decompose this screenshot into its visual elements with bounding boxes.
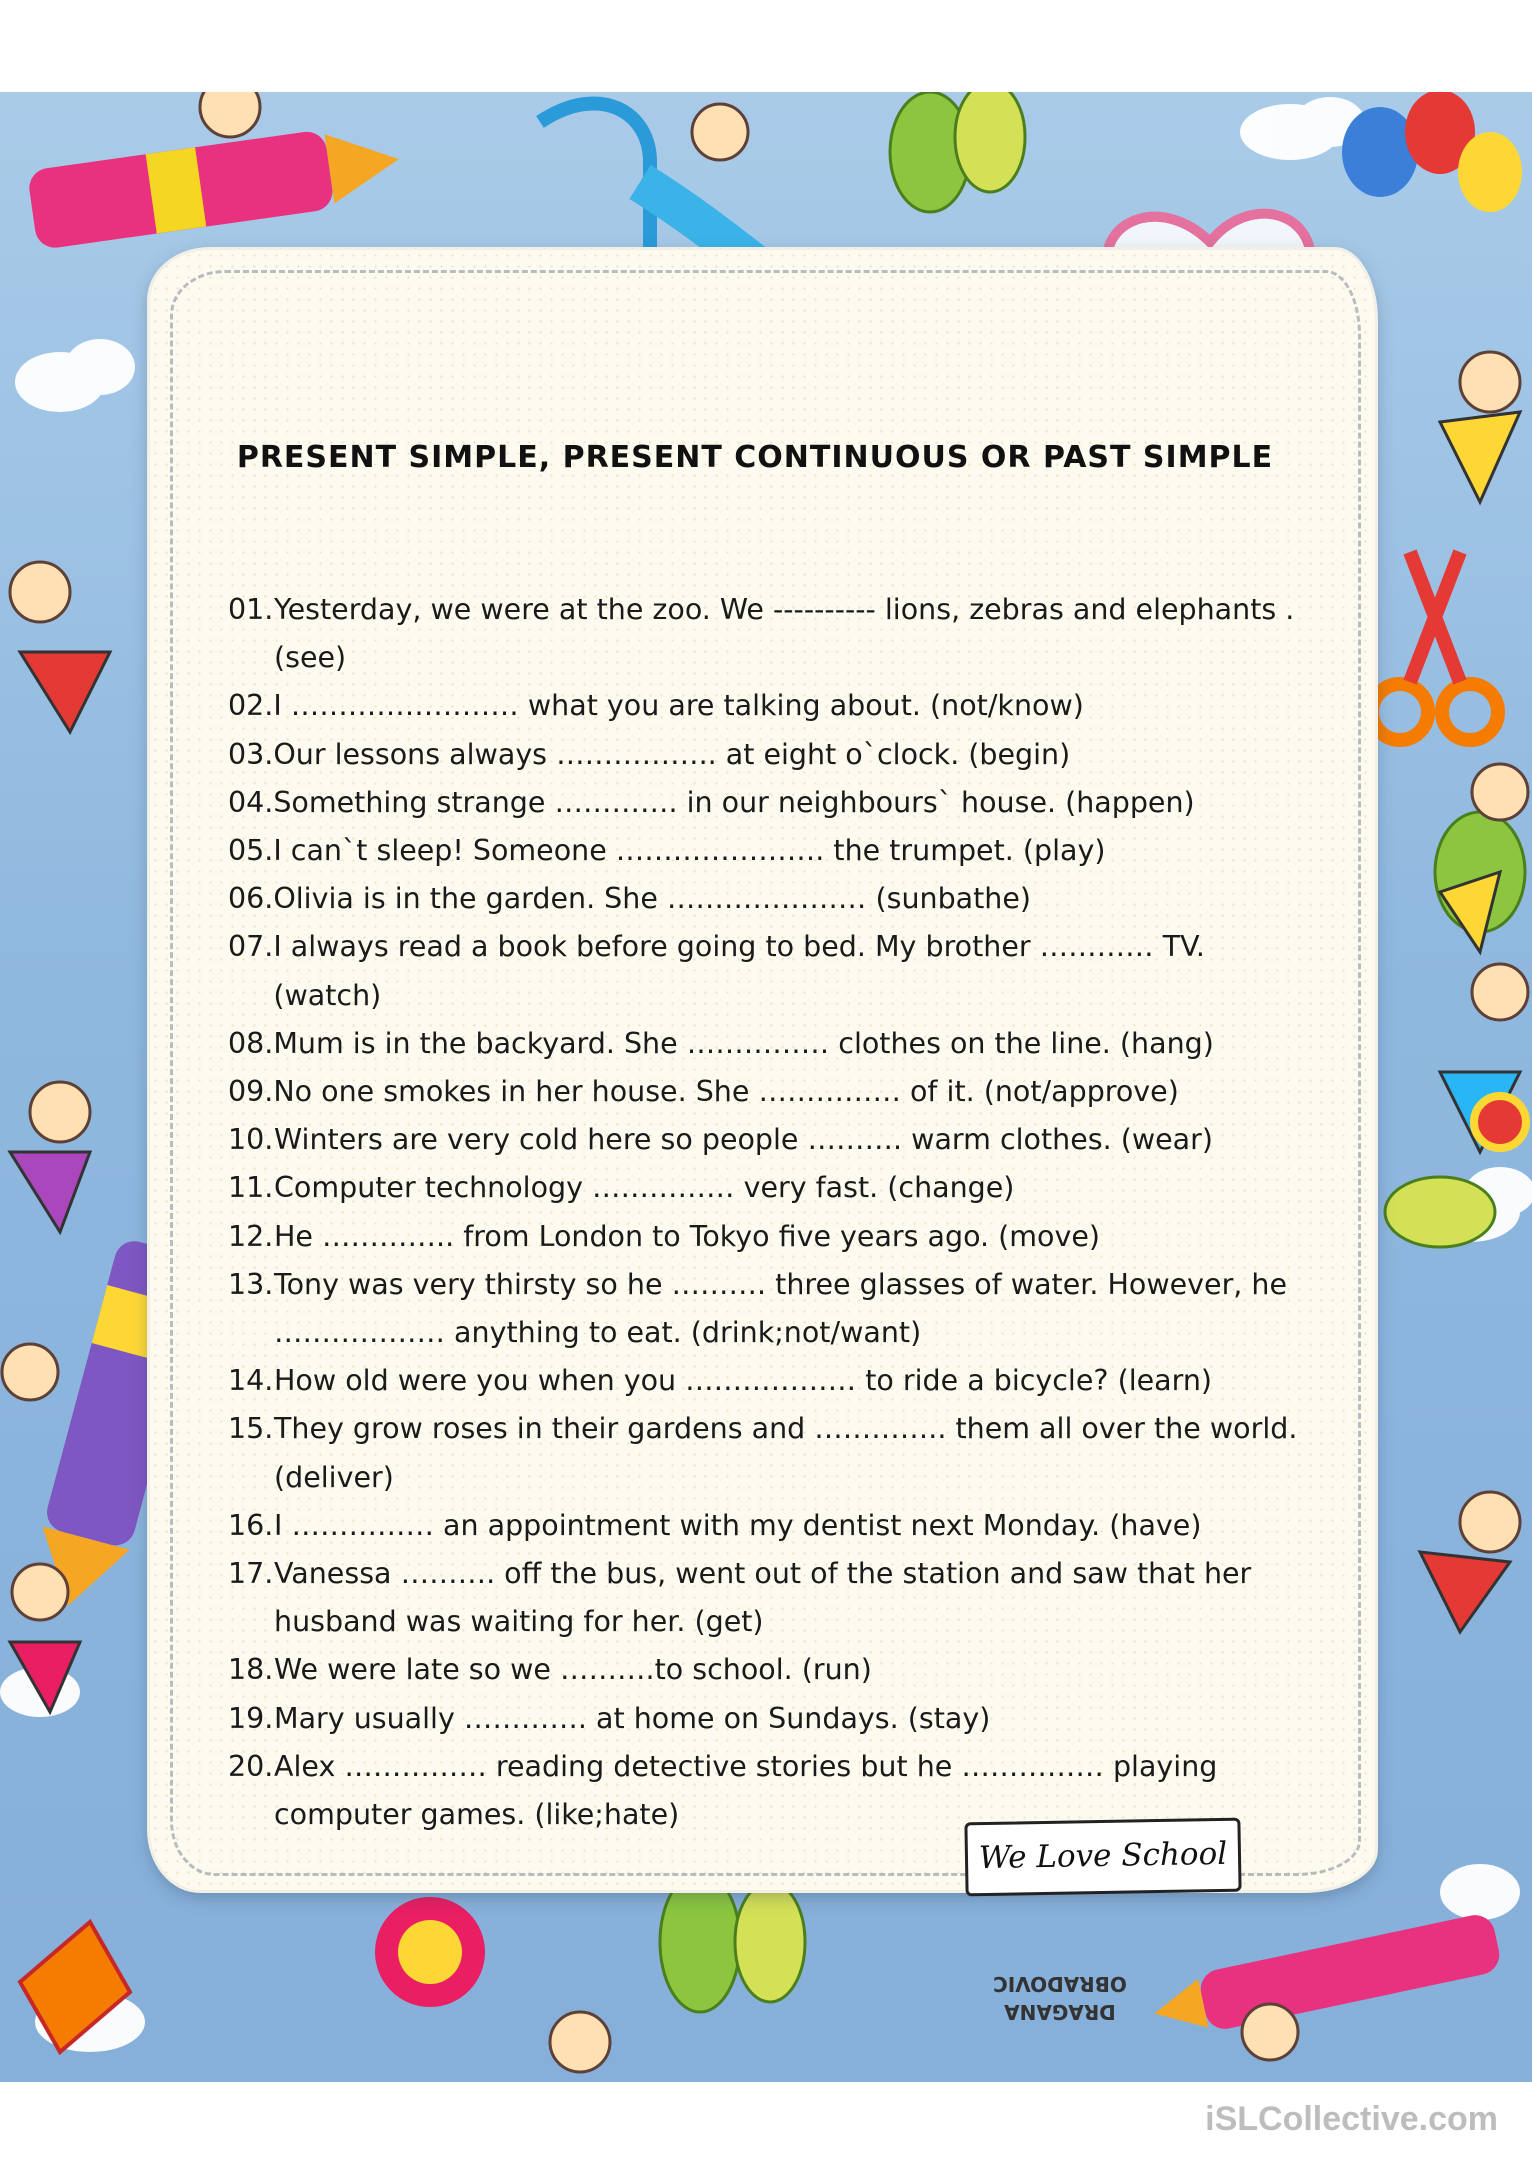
worksheet-title: PRESENT SIMPLE, PRESENT CONTINUOUS OR PAST SIMPLE xyxy=(236,440,1274,475)
item-number: 12. xyxy=(228,1219,274,1253)
item-number: 17. xyxy=(228,1557,274,1591)
item-number: 08. xyxy=(228,1026,274,1060)
crayon-icon xyxy=(1148,1911,1503,2042)
balloon-icon xyxy=(1342,92,1522,212)
item-text: Mum is in the backyard. She …………… clothes on the line. (hang) xyxy=(273,1026,1214,1060)
item-text: We were late so we ……….to school. (run) xyxy=(274,1653,872,1687)
exercise-list xyxy=(228,586,1318,1839)
item-text: He ………….. from London to Tokyo five years ago. (move) xyxy=(274,1219,1100,1253)
item-number: 03. xyxy=(228,737,274,771)
we-love-school-sign: We Love School xyxy=(964,1818,1241,1897)
item-number: 13. xyxy=(228,1267,274,1301)
sun-icon xyxy=(375,1897,485,2007)
svg-text:DRAGANA: DRAGANA xyxy=(1004,2000,1116,2024)
item-text: I …………… an appointment with my dentist next Monday. (have) xyxy=(274,1508,1202,1542)
exercise-item xyxy=(228,1502,1318,1550)
exercise-item xyxy=(228,1357,1318,1405)
exercise-item xyxy=(228,1116,1318,1164)
item-number: 18. xyxy=(228,1653,274,1687)
exercise-item xyxy=(228,1695,1318,1743)
item-number: 01. xyxy=(228,593,274,626)
exercise-item xyxy=(228,923,1318,1019)
item-text: Computer technology …………… very fast. (change) xyxy=(274,1171,1015,1205)
exercise-item xyxy=(228,1261,1318,1357)
exercise-item xyxy=(228,1213,1318,1261)
item-number: 06. xyxy=(228,882,274,916)
item-text: Olivia is in the garden. She ………………… (sunbathe) xyxy=(273,882,1032,916)
exercise-item xyxy=(228,1068,1318,1116)
item-text: I always read a book before going to bed. My brother ………… TV. (watch) xyxy=(273,930,1205,1012)
item-number: 11. xyxy=(228,1171,274,1205)
item-text: Our lessons always …………….. at eight o`clock. (begin) xyxy=(273,737,1071,771)
item-number: 07. xyxy=(228,930,274,964)
item-text: No one smokes in her house. She …………… of it. (not/approve) xyxy=(273,1075,1179,1109)
item-number: 19. xyxy=(228,1701,274,1735)
item-text: I …………………… what you are talking about. (not/know) xyxy=(273,689,1084,723)
item-text: Yesterday, we were at the zoo. We ---------- lions, zebras and elephants . (see) xyxy=(274,593,1295,675)
exercise-item xyxy=(228,1405,1318,1501)
item-number: 10. xyxy=(228,1123,274,1157)
item-text: Mary usually …………. at home on Sundays. (stay) xyxy=(274,1701,991,1735)
scissors-icon xyxy=(1372,552,1498,740)
item-text: How old were you when you ……………… to ride a bicycle? (learn) xyxy=(274,1364,1213,1398)
exercise-item xyxy=(228,586,1318,682)
item-text: They grow roses in their gardens and ………….. them all over the world. (deliver) xyxy=(274,1412,1298,1494)
exercise-item xyxy=(228,682,1318,730)
exercise-item xyxy=(228,1550,1318,1646)
item-number: 15. xyxy=(228,1412,274,1446)
item-number: 04. xyxy=(228,785,274,819)
ball-icon xyxy=(1474,1096,1526,1148)
exercise-item xyxy=(228,1020,1318,1068)
item-number: 09. xyxy=(228,1075,274,1109)
item-number: 14. xyxy=(228,1364,274,1398)
item-text: Something strange …………. in our neighbours` house. (happen) xyxy=(273,785,1195,819)
site-watermark: iSLCollective.com xyxy=(1205,2100,1498,2138)
exercise-item xyxy=(228,779,1318,827)
exercise-item xyxy=(228,875,1318,923)
svg-text:OBRADOVIC: OBRADOVIC xyxy=(993,1972,1127,1996)
item-text: Vanessa ………. off the bus, went out of the station and saw that her husband was waiting for her. (get) xyxy=(274,1557,1252,1639)
item-text: Tony was very thirsty so he ………. three glasses of water. However, he ……………… anything to eat. (drink;not/want) xyxy=(274,1267,1288,1350)
item-number: 20. xyxy=(228,1749,274,1783)
exercise-item xyxy=(228,827,1318,875)
item-text: Winters are very cold here so people ………. warm clothes. (wear) xyxy=(274,1123,1213,1157)
exercise-item xyxy=(228,1646,1318,1694)
author-signature xyxy=(960,1955,1160,2035)
item-text: Alex …………… reading detective stories but he …………… playing computer games. (like;hate) xyxy=(274,1749,1218,1832)
item-number: 05. xyxy=(228,834,274,868)
exercise-item xyxy=(228,731,1318,779)
item-text: I can`t sleep! Someone …………………. the trumpet. (play) xyxy=(273,834,1106,868)
crayon-icon xyxy=(27,120,405,251)
item-number: 02. xyxy=(228,689,274,723)
exercise-item xyxy=(228,1164,1318,1212)
item-number: 16. xyxy=(228,1508,274,1542)
